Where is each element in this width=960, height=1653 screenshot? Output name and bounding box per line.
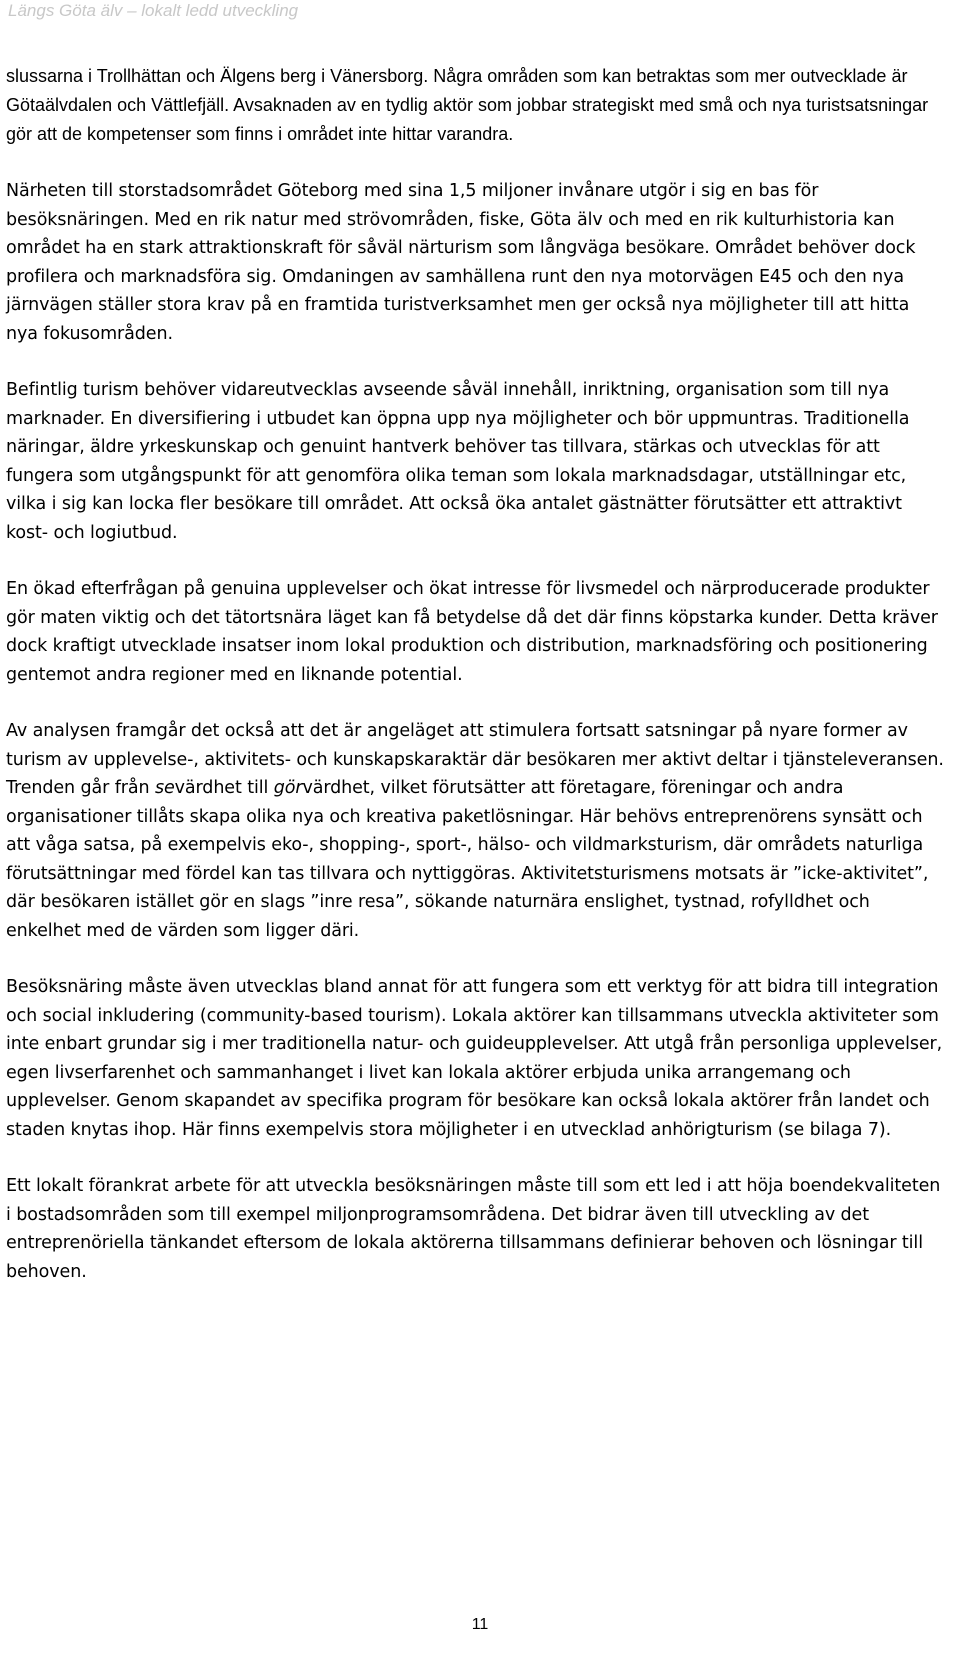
page-number: 11	[471, 1616, 489, 1633]
paragraph-7: Ett lokalt förankrat arbete för att utveckla besöksnäringen måste till som ett led i att höja boendekvaliteten i bostadsområden som till exempel miljonprogramsområdena. Det bidrar även till utveckling av det entreprenöriella tänkandet eftersom de lokala aktörerna tillsammans definierar behoven och lösningar till behoven.	[6, 1176, 941, 1282]
paragraph-5-part-c: värdhet, vilket förutsätter att företagare, föreningar och andra organisationer tillåts skapa olika nya och kreativa paketlösningar. Här behövs entreprenörens synsätt och att våga satsa, på exempelvis eko-, shopping-, sport-, hälso- och vildmarksturism, där områdets naturliga förutsättningar med fördel kan tas tillvara och nyttiggöras. Aktivitetsturismens motsats är ”icke-aktivitet”, där besökaren istället gör en slags ”inre resa”, sökande naturnära enslighet, tystnad, rofylldhet och enkelhet med de värden som ligger däri.	[6, 778, 929, 941]
paragraph-5-part-b: värdhet till	[174, 778, 274, 798]
paragraph-5	[6, 717, 946, 945]
paragraph-1: slussarna i Trollhättan och Älgens berg i Vänersborg. Några områden som kan betraktas som mer outvecklade är Götaälvdalen och Vättlefjäll. Avsaknaden av en tydlig aktör som jobbar strategiskt med små och nya turistsatsningar gör att de kompetenser som finns i området inte hittar varandra.	[6, 66, 929, 144]
paragraph-3: Befintlig turism behöver vidareutvecklas avseende såväl innehåll, inriktning, organisation som till nya marknader. En diversifiering i utbudet kan öppna upp nya möjligheter och bör uppmuntras. Traditionella näringar, äldre yrkeskunskap och genuint hantverk behöver tas tillvara, stärkas och utvecklas för att fungera som utgångspunkt för att genomföra olika teman som lokala marknadsdagar, utställningar etc, vilka i sig kan locka fler besökare till området. Att också öka antalet gästnätter förutsätter ett attraktivt kost- och logiutbud.	[6, 380, 910, 543]
paragraph-5-italic-se: se	[154, 778, 175, 798]
paragraph-4: En ökad efterfrågan på genuina upplevelser och ökat intresse för livsmedel och närproducerade produkter gör maten viktig och det tätortsnära läget kan få betydelse då det där finns köpstarka kunder. Detta kräver dock kraftigt utvecklade insatser inom lokal produktion och distribution, marknadsföring och positionering gentemot andra regioner med en liknande potential.	[6, 579, 938, 685]
running-header: Längs Göta älv – lokalt ledd utveckling	[8, 1, 299, 20]
paragraph-6: Besöksnäring måste även utvecklas bland annat för att fungera som ett verktyg för att bidra till integration och social inkludering (community-based tourism). Lokala aktörer kan tillsammans utveckla aktiviteter som inte enbart grundar sig i mer traditionella natur- och guideupplevelser. Att utgå från personliga upplevelser, egen livserfarenhet och sammanhanget i livet kan lokala aktörer erbjuda unika arrangemang och upplevelser. Genom skapandet av specifika program för besökare kan också lokala aktörer från landet och staden knytas ihop. Här finns exempelvis stora möjligheter i en utvecklad anhörigturism (se bilaga 7).	[6, 977, 943, 1140]
paragraph-5-italic-gor: gör	[273, 778, 303, 798]
paragraph-2: Närheten till storstadsområdet Göteborg med sina 1,5 miljoner invånare utgör i sig en bas för besöksnäringen. Med en rik natur med strövområden, fiske, Göta älv och med en rik kulturhistoria kan området ha en stark attraktionskraft för såväl närturism som långväga besökare. Området behöver dock profilera och marknadsföra sig. Omdaningen av samhällena runt den nya motorvägen E45 och den nya järnvägen ställer stora krav på en framtida turistverksamhet men ger också nya möjligheter till att hitta nya fokusområden.	[6, 181, 916, 344]
paragraph-5-part-a: Av analysen framgår det också att det är angeläget att stimulera fortsatt satsningar på nyare former av turism av upplevelse-, aktivitets- och kunskapskaraktär där besökaren mer aktivt deltar i tjänsteleveransen. Trenden går från	[6, 721, 944, 798]
body-text	[6, 62, 946, 1286]
